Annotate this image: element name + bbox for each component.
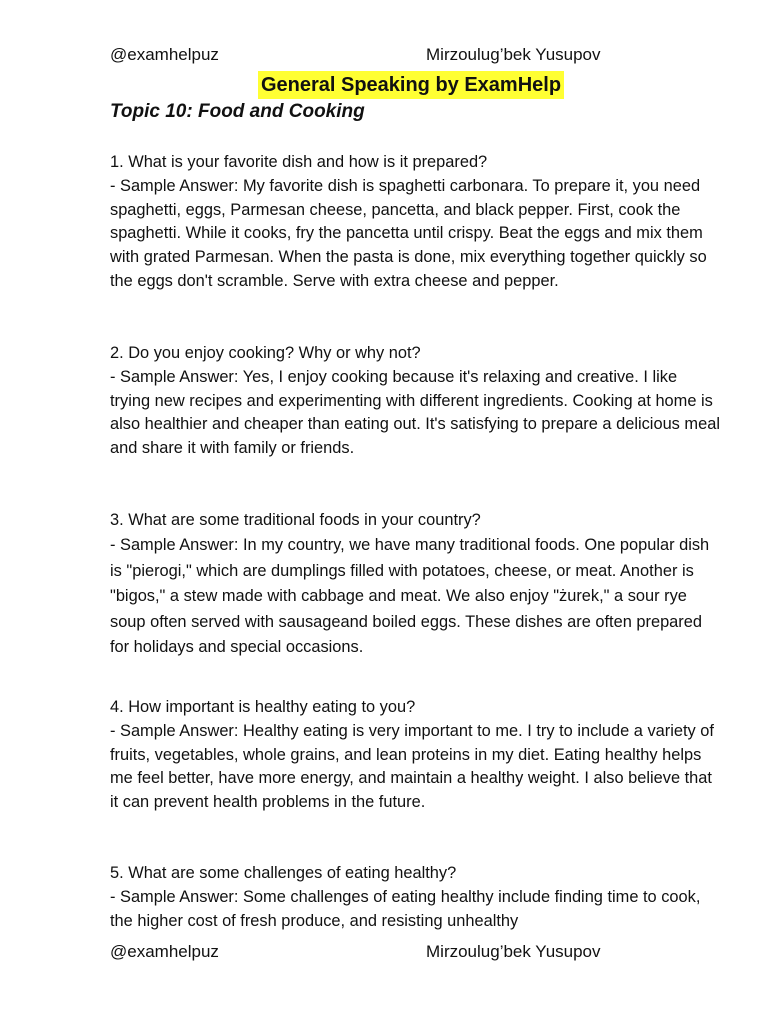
question-text: 4. How important is healthy eating to you?	[110, 698, 416, 716]
answer-text: - Sample Answer: Healthy eating is very important to me. I try to include a variety of fruits, vegetables, whole grains, and lean proteins in my diet. Eating healthy helps me feel better, have more energy, and maintain a healthy weight. I also believe that it can prevent health problems in the future.	[110, 721, 714, 812]
question-text: 1. What is your favorite dish and how is it prepared?	[110, 153, 488, 171]
header-author: Mirzoulug’bek Yusupov	[426, 45, 601, 64]
footer-handle: @examhelpuz	[110, 942, 219, 961]
document-title: General Speaking by ExamHelp	[258, 71, 564, 99]
qa-item-5	[110, 862, 720, 933]
page-header	[110, 42, 670, 68]
answer-text: - Sample Answer: Yes, I enjoy cooking because it's relaxing and creative. I like trying new recipes and experimenting with different ingredients. Cooking at home is also healthier and cheaper than eating out. It's satisfying to prepare a delicious meal and share it with family or friends.	[110, 367, 720, 458]
header-handle: @examhelpuz	[110, 45, 219, 64]
answer-text: - Sample Answer: Some challenges of eating healthy include finding time to cook, the higher cost of fresh produce, and resisting unhealthy	[110, 887, 701, 930]
title-container	[0, 71, 768, 99]
qa-item-2	[110, 342, 720, 461]
qa-item-1	[110, 151, 720, 294]
question-text: 3. What are some traditional foods in your country?	[110, 511, 481, 529]
footer-author: Mirzoulug’bek Yusupov	[426, 942, 601, 961]
question-text: 2. Do you enjoy cooking? Why or why not?	[110, 344, 421, 362]
answer-text: - Sample Answer: In my country, we have many traditional foods. One popular dish is "pierogi," which are dumplings filled with potatoes, cheese, or meat. Another is "bigos," a stew made with cabbage and meat. We also enjoy "żurek," a sour rye soup often served with sausageand boiled eggs. These dishes are often prepared for holidays and special occasions.	[110, 536, 710, 657]
answer-text: - Sample Answer: My favorite dish is spaghetti carbonara. To prepare it, you need spaghetti, eggs, Parmesan cheese, pancetta, and black pepper. First, cook the spaghetti. While it cooks, fry the pancetta until crispy. Beat the eggs and mix them with grated Parmesan. When the pasta is done, mix everything together quickly so the eggs don't scramble. Serve with extra cheese and pepper.	[110, 176, 707, 290]
question-text: 5. What are some challenges of eating healthy?	[110, 864, 457, 882]
qa-item-3	[110, 508, 720, 660]
qa-item-4	[110, 696, 720, 815]
topic-heading: Topic 10: Food and Cooking	[110, 101, 365, 122]
page-footer	[110, 939, 670, 965]
